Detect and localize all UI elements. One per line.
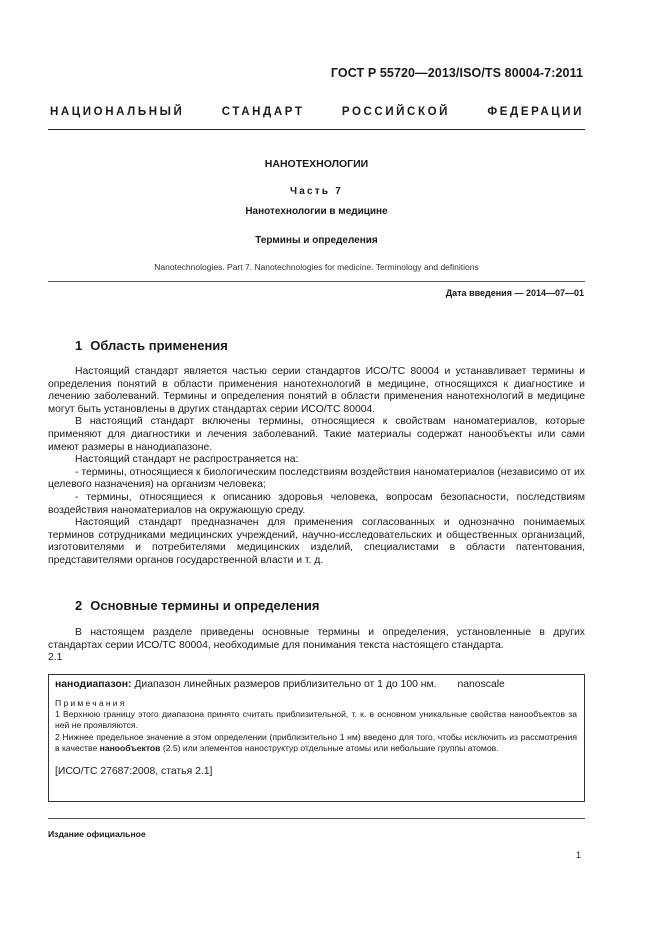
section-1-heading <box>75 338 228 353</box>
paragraph: В настоящем разделе приведены основные термины и определения, установленные в других стандартах серии ИСО/ТС 80004, необходимые для понимания текста настоящего стандарта. <box>48 627 585 651</box>
clause-number: 2.1 <box>48 652 63 664</box>
paragraph: Настоящий стандарт не распространяется на: <box>75 454 299 466</box>
term-line <box>55 679 577 691</box>
national-standard-banner: НАЦИОНАЛЬНЫЙ СТАНДАРТ РОССИЙСКОЙ ФЕДЕРАЦИИ <box>50 106 584 118</box>
note-1: 1 Верхнюю границу этого диапазона принято считать приблизительной, т. к. в основном уникальные свойства нанообъектов за ней не проявляются. <box>55 709 577 731</box>
title-divider <box>48 281 585 282</box>
paragraph: В настоящий стандарт включены термины, относящиеся к свойствам наноматериалов, которые применяют для диагностики и лечения заболеваний. Такие материалы содержат нанообъекты или сами имеют размеры в нанодиапазоне. <box>48 416 585 453</box>
section-1-title: Область применения <box>90 338 228 353</box>
paragraph: Настоящий стандарт предназначен для применения согласованных и однозначно понимаемых терминов сотрудниками медицинских учреждений, научно-исследовательских и общественных организаций, изготовителями и потребителями медицинских изделий, специалистами в области патентования, представителями органов государственной власти и т. д. <box>48 517 585 566</box>
list-item: - термины, относящиеся к описанию здоровья человека, вопросам безопасности, последствиям воздействия наноматериалов на окружающую среду. <box>48 491 585 516</box>
effective-date: Дата введения — 2014—07—01 <box>445 288 584 298</box>
section-1-number: 1 <box>75 338 83 353</box>
page-number: 1 <box>575 850 581 860</box>
english-title: Nanotechnologies. Part 7. Nanotechnologies for medicine. Terminology and definitions <box>154 262 479 272</box>
term-entry-box <box>48 674 585 802</box>
document-subtitle: Термины и определения <box>255 235 378 246</box>
section-2-heading <box>75 598 320 613</box>
section-1-body <box>48 366 585 568</box>
section-2-body <box>48 627 585 665</box>
note-2-text: 2 Нижнее предельное значение в этом определении (приблизительно 1 нм) введено для того, чтобы исключить из рассмотрения в качестве <box>55 731 577 754</box>
part-number: Часть 7 <box>290 186 343 197</box>
header-divider <box>48 129 585 130</box>
part-name: Нанотехнологии в медицине <box>245 206 388 217</box>
standard-code: ГОСТ Р 55720—2013/ISO/TS 80004-7:2011 <box>330 66 583 80</box>
list-item: - термины, относящиеся к биологическим последствиям воздействия наноматериалов (независимо от их целевого назначения) на организм человека; <box>48 466 585 491</box>
note-2-term-ref: нанообъектов <box>99 743 161 754</box>
term-english: nanoscale <box>457 679 505 690</box>
note-2-text: (2.5) или элементов наноструктур отдельные атомы или небольшие группы атомов. <box>160 743 499 754</box>
section-2-title: Основные термины и определения <box>90 598 320 613</box>
notes-title: Примечания <box>55 698 127 708</box>
edition-label: Издание официальное <box>48 829 146 839</box>
footer-divider <box>48 818 585 819</box>
note-2 <box>55 732 577 755</box>
document-title: НАНОТЕХНОЛОГИИ <box>264 158 369 170</box>
section-2-number: 2 <box>75 598 83 613</box>
term-definition: Диапазон линейных размеров приблизительно от 1 до 100 нм. <box>134 679 437 690</box>
term-source: [ИСО/ТС 27687:2008, статья 2.1] <box>55 765 213 777</box>
term-name: нанодиапазон: <box>55 679 132 690</box>
paragraph: Настоящий стандарт является частью серии стандартов ИСО/ТС 80004 и устанавливает термины и определения понятий в области применения нанотехнологий в медицине, относящихся к диагностике и лечению заболеваний. Термины и определения понятий в области применения нанотехнологий в медицине могут быть установлены в других стандартах серии ИСО/ТС 80004. <box>48 366 585 415</box>
